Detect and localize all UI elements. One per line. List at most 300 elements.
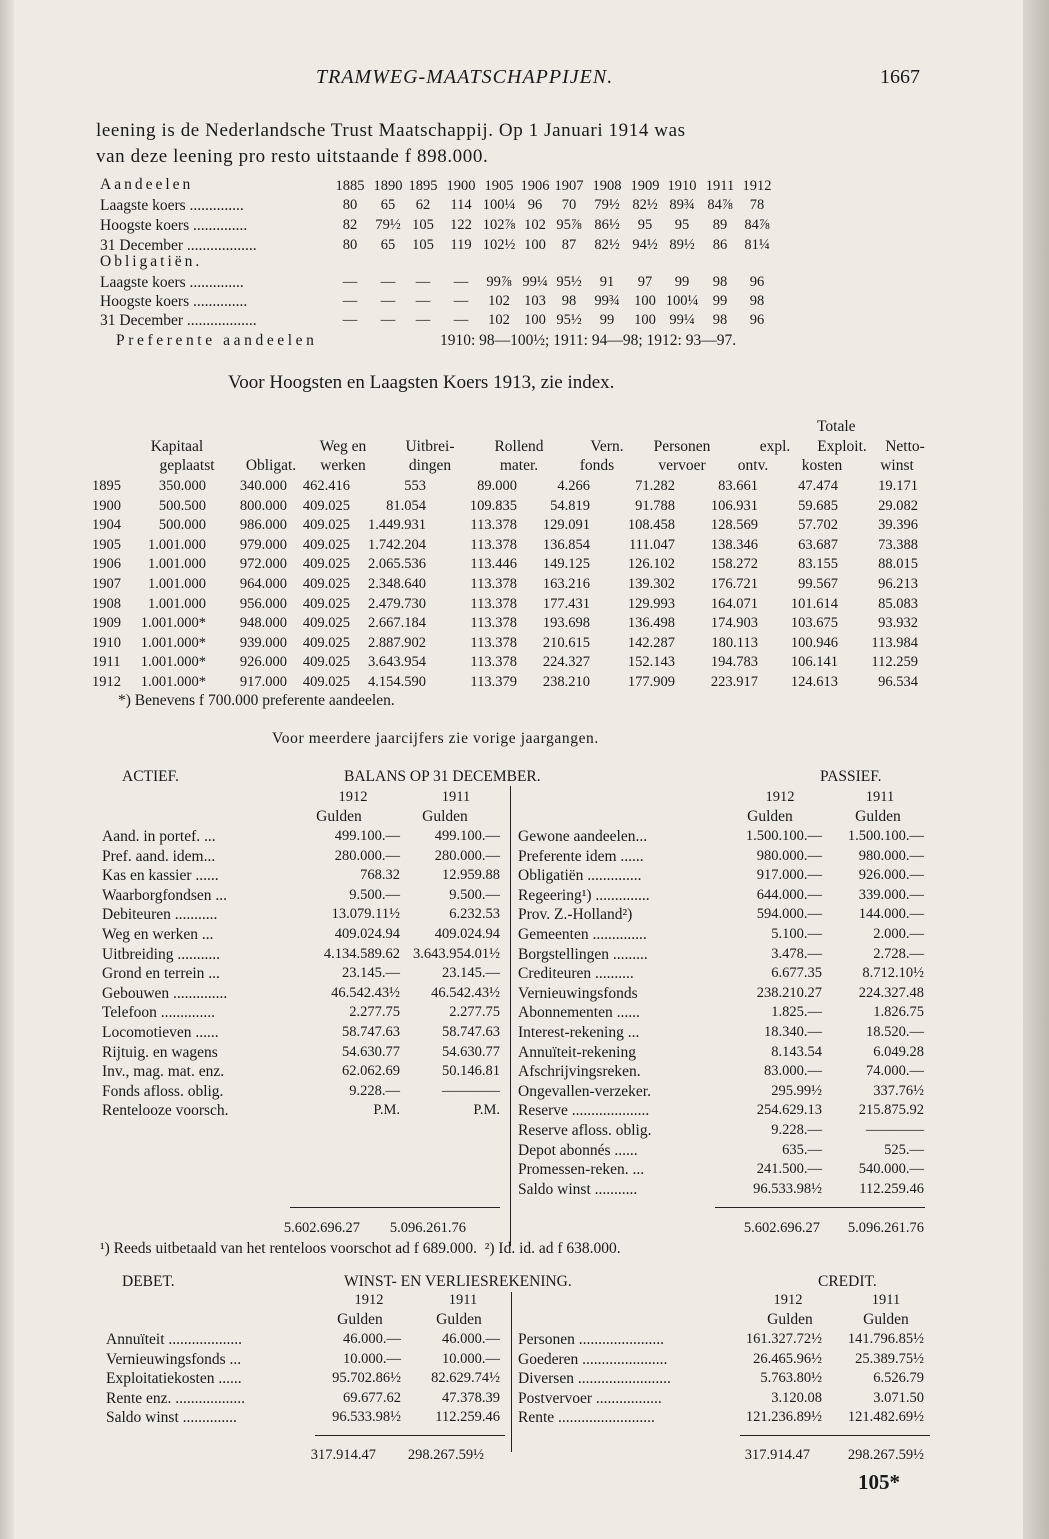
stats-cell: 152.143 bbox=[627, 654, 675, 671]
stats-header: Rollend bbox=[494, 438, 544, 455]
stats-cell: 500.500 bbox=[158, 497, 206, 514]
winst-right-1912: 3.120.08 bbox=[771, 1389, 822, 1406]
koers-value: 105 bbox=[412, 217, 434, 233]
index-note: Voor Hoogsten en Laagsten Koers 1913, zie index. bbox=[228, 372, 615, 393]
obl-value: 91 bbox=[599, 274, 615, 290]
obl-value: 103 bbox=[524, 293, 546, 309]
koers-year: 1905 bbox=[484, 178, 514, 194]
stats-header: winst bbox=[880, 457, 914, 474]
winst-left-1911: 82.629.74½ bbox=[431, 1370, 500, 1387]
obligatien-label: Obligatiën. bbox=[100, 253, 203, 270]
balans-left-1911: 3.643.954.01½ bbox=[413, 945, 500, 962]
stats-cell: 177.909 bbox=[627, 674, 675, 690]
balans-right-1911: 1.500.100.— bbox=[847, 828, 924, 844]
balans-right-1912: 3.478.— bbox=[771, 945, 822, 962]
balans-right-1911: 8.712.10½ bbox=[862, 965, 924, 982]
winst-divider bbox=[511, 1292, 512, 1452]
stats-cell: 176.721 bbox=[710, 576, 758, 592]
winst-year: 1912 bbox=[773, 1292, 803, 1308]
obl-value: 98 bbox=[712, 274, 728, 290]
balans-year: 1912 bbox=[338, 789, 368, 805]
koers-value: 89 bbox=[712, 217, 728, 233]
balans-right-label: Abonnementen ...... bbox=[518, 1004, 640, 1022]
stats-header: Uitbrei- bbox=[405, 438, 455, 455]
stats-cell: 149.125 bbox=[542, 556, 590, 573]
stats-cell: 113.378 bbox=[470, 634, 517, 651]
stats-cell: 553 bbox=[404, 478, 426, 494]
stats-cell: 409.025 bbox=[302, 536, 350, 553]
koers-value: 94½ bbox=[632, 237, 658, 253]
koers-value: 79½ bbox=[594, 197, 620, 213]
winst-left-label: Saldo winst .............. bbox=[106, 1409, 237, 1427]
stats-cell: 177.431 bbox=[542, 595, 590, 612]
stats-cell: 210.615 bbox=[542, 634, 590, 651]
balans-year: 1911 bbox=[865, 789, 895, 805]
obl-value: — bbox=[380, 312, 396, 328]
winst-left-1912: 10.000.— bbox=[343, 1350, 401, 1367]
balans-right-1911: 144.000.— bbox=[858, 906, 924, 923]
obl-value: 102 bbox=[488, 293, 510, 309]
winst-total: 298.267.59½ bbox=[407, 1447, 484, 1463]
koers-year: 1911 bbox=[705, 178, 735, 194]
balans-left-1911: 58.747.63 bbox=[442, 1024, 500, 1040]
balans-right-1912: 241.500.— bbox=[756, 1161, 822, 1178]
koers-value: 89¾ bbox=[669, 197, 695, 213]
stats-cell: 4.266 bbox=[557, 478, 590, 494]
balans-right-label: Prov. Z.-Holland²) bbox=[518, 906, 633, 924]
winst-total-rule bbox=[740, 1435, 930, 1436]
winst-right-1912: 26.465.96½ bbox=[753, 1350, 822, 1367]
koers-value: 122 bbox=[450, 217, 472, 233]
balans-left-1912: 768.32 bbox=[360, 867, 400, 884]
balans-left-1911: 46.542.43½ bbox=[431, 984, 500, 1001]
obl-value: — bbox=[453, 293, 469, 309]
balans-right-label: Gewone aandeelen... bbox=[518, 828, 648, 845]
balans-right-label: Obligatiën .............. bbox=[518, 867, 642, 885]
obl-value: 100 bbox=[634, 293, 656, 309]
balans-left-1912: 54.630.77 bbox=[342, 1043, 400, 1060]
stats-cell: 340.000 bbox=[239, 478, 287, 494]
stats-cell: 89.000 bbox=[477, 478, 517, 494]
obl-value: — bbox=[380, 293, 396, 309]
balans-left-1911: ———— bbox=[442, 1082, 500, 1099]
koers-value: 82½ bbox=[594, 237, 620, 253]
balans-left-1911: 6.232.53 bbox=[449, 906, 500, 923]
obl-value: 99 bbox=[599, 312, 615, 328]
balans-gulden: Gulden bbox=[316, 808, 362, 825]
stats-cell: 109.835 bbox=[469, 497, 517, 514]
balans-left-1912: 280.000.— bbox=[334, 847, 400, 864]
balans-total: 5.602.696.27 bbox=[283, 1220, 360, 1236]
balans-right-label: Reserve afloss. oblig. bbox=[518, 1122, 652, 1139]
balans-right-1911: 18.520.— bbox=[866, 1024, 924, 1040]
balans-right-1912: 644.000.— bbox=[756, 886, 822, 903]
stats-cell: 409.025 bbox=[302, 576, 350, 592]
balans-left-1912: 46.542.43½ bbox=[331, 984, 400, 1001]
page-number: 1667 bbox=[880, 66, 920, 88]
obl-value: 99¾ bbox=[594, 293, 620, 309]
balans-left-1912: 4.134.589.62 bbox=[323, 945, 400, 962]
koers-value: 86½ bbox=[594, 217, 620, 233]
balans-right-1912: 18.340.— bbox=[764, 1024, 822, 1040]
koers-value: 105 bbox=[412, 237, 434, 253]
koers-year: 1895 bbox=[408, 178, 438, 194]
balans-left-1911: 23.145.— bbox=[442, 965, 500, 982]
koers-value: 82 bbox=[342, 217, 358, 233]
winst-left-1912: 46.000.— bbox=[343, 1331, 401, 1347]
stats-header: fonds bbox=[579, 457, 615, 474]
winst-left-label: Annuïteit ................... bbox=[106, 1331, 243, 1348]
stats-cell: 939.000 bbox=[239, 634, 287, 651]
obl-value: 95½ bbox=[556, 274, 582, 290]
stats-cell: 139.302 bbox=[627, 576, 675, 592]
balans-right-1911: 980.000.— bbox=[858, 847, 924, 864]
stats-cell: 986.000 bbox=[239, 517, 287, 534]
winst-gulden: Gulden bbox=[436, 1311, 482, 1328]
balans-right-label: Borgstellingen ......... bbox=[518, 945, 648, 963]
obl-value: — bbox=[342, 312, 358, 328]
stats-cell: 71.282 bbox=[635, 478, 675, 494]
stats-cell: 100.946 bbox=[790, 634, 838, 651]
balans-notes: ¹) Reeds uitbetaald van het renteloos voorschot ad f 689.000. ²) Id. id. ad f 638.000. bbox=[100, 1240, 621, 1257]
balans-right-1911: 224.327.48 bbox=[858, 984, 924, 1001]
koers-value: 65 bbox=[380, 197, 396, 213]
winst-right-1912: 121.236.89½ bbox=[745, 1409, 822, 1426]
balans-year: 1911 bbox=[441, 789, 471, 805]
stats-cell: 926.000 bbox=[239, 654, 287, 671]
stats-cell: 83.155 bbox=[798, 556, 838, 573]
stats-header: Personen bbox=[653, 438, 711, 455]
balans-left-1912: 409.024.94 bbox=[334, 926, 400, 942]
obl-value: — bbox=[342, 274, 358, 290]
balans-divider bbox=[510, 786, 511, 1246]
stats-cell: 126.102 bbox=[627, 556, 675, 573]
winst-year: 1911 bbox=[871, 1292, 901, 1308]
stats-cell: 129.993 bbox=[627, 595, 675, 612]
koers-value: 80 bbox=[342, 197, 358, 213]
obl-value: 99¼ bbox=[522, 274, 548, 290]
balans-right-1912: 9.228.— bbox=[771, 1122, 822, 1138]
obl-value: 98 bbox=[561, 293, 577, 309]
winst-gulden: Gulden bbox=[863, 1311, 909, 1328]
stats-cell: 180.113 bbox=[711, 634, 758, 651]
stats-cell: 948.000 bbox=[239, 615, 287, 632]
balans-left-1912: 499.100.— bbox=[334, 828, 400, 844]
koers-value: 87 bbox=[561, 237, 577, 253]
balans-total-rule bbox=[715, 1207, 925, 1208]
balans-left-label: Locomotieven ...... bbox=[102, 1024, 219, 1041]
aandeelen-label: Aandeelen bbox=[100, 176, 194, 193]
balans-left-label: Rentelooze voorsch. bbox=[102, 1102, 229, 1120]
koers-row-label: Hoogste koers .............. bbox=[100, 217, 248, 234]
balans-right-1911: 337.76½ bbox=[873, 1082, 924, 1099]
balans-right-1911: 6.049.28 bbox=[873, 1043, 924, 1060]
winst-gulden: Gulden bbox=[767, 1311, 813, 1328]
winst-left-1911: 46.000.— bbox=[442, 1331, 500, 1347]
running-header: TRAMWEG-MAATSCHAPPIJEN. bbox=[316, 66, 614, 88]
stats-cell: 409.025 bbox=[302, 517, 350, 534]
stats-cell: 917.000 bbox=[239, 674, 287, 690]
obl-value: 100 bbox=[634, 312, 656, 328]
winst-right-label: Rente ......................... bbox=[518, 1409, 655, 1427]
koers-value: 96 bbox=[527, 197, 543, 213]
preferente-values: 1910: 98—100½; 1911: 94—98; 1912: 93—97. bbox=[440, 332, 737, 349]
stats-cell: 964.000 bbox=[239, 576, 287, 592]
balans-left-label: Pref. aand. idem... bbox=[102, 847, 216, 865]
stats-cell: 224.327 bbox=[542, 654, 590, 671]
balans-right-1911: 339.000.— bbox=[858, 886, 924, 903]
obl-value: 99 bbox=[712, 293, 728, 309]
balans-right-1912: 8.143.54 bbox=[771, 1043, 822, 1060]
debet-label: DEBET. bbox=[122, 1273, 175, 1290]
stats-cell: 409.025 bbox=[302, 634, 350, 651]
stats-cell: 164.071 bbox=[710, 595, 758, 612]
stats-cell: 2.065.536 bbox=[368, 556, 426, 573]
stats-cell: 96.534 bbox=[878, 674, 918, 690]
stats-cell: 3.643.954 bbox=[368, 654, 426, 671]
balans-total: 5.096.261.76 bbox=[389, 1220, 466, 1236]
stats-cell: 1.001.000* bbox=[140, 615, 206, 632]
stats-cell: 113.984 bbox=[871, 634, 918, 651]
balans-left-1912: 23.145.— bbox=[342, 965, 400, 982]
stats-cell: 462.416 bbox=[302, 478, 350, 494]
balans-left-label: Uitbreiding ........... bbox=[102, 945, 220, 963]
totale-label: Totale bbox=[817, 418, 856, 435]
credit-label: CREDIT. bbox=[818, 1273, 877, 1290]
obl-value: 99⅞ bbox=[486, 274, 512, 290]
stats-cell: 174.903 bbox=[710, 615, 758, 632]
obl-value: 96 bbox=[749, 274, 765, 290]
winst-year: 1912 bbox=[354, 1292, 384, 1308]
meerdere-note: Voor meerdere jaarcijfers zie vorige jaargangen. bbox=[272, 730, 599, 747]
stats-year: 1904 bbox=[92, 517, 121, 534]
balans-left-1911: 50.146.81 bbox=[442, 1063, 500, 1080]
obl-value: — bbox=[453, 312, 469, 328]
balans-right-label: Saldo winst ........... bbox=[518, 1180, 638, 1198]
koers-value: 78 bbox=[749, 197, 765, 213]
stats-cell: 113.446 bbox=[470, 556, 517, 573]
koers-value: 65 bbox=[380, 237, 396, 253]
stats-cell: 124.613 bbox=[790, 674, 838, 690]
obl-value: 99 bbox=[674, 274, 690, 290]
balans-right-1911: 2.000.— bbox=[873, 926, 924, 942]
stats-cell: 409.025 bbox=[302, 654, 350, 671]
balans-right-1912: 5.100.— bbox=[771, 926, 822, 942]
balans-left-1911: 409.024.94 bbox=[434, 926, 500, 942]
stats-cell: 128.569 bbox=[710, 517, 758, 534]
stats-cell: 979.000 bbox=[239, 536, 287, 553]
stats-cell: 972.000 bbox=[239, 556, 287, 573]
balans-left-1911: P.M. bbox=[473, 1102, 500, 1119]
winst-total: 298.267.59½ bbox=[847, 1447, 924, 1463]
balans-right-1912: 83.000.— bbox=[764, 1063, 822, 1080]
stats-year: 1895 bbox=[92, 478, 121, 494]
stats-cell: 1.001.000* bbox=[140, 674, 206, 690]
obl-value: — bbox=[415, 312, 431, 328]
stats-cell: 2.479.730 bbox=[368, 595, 426, 612]
koers-value: 82½ bbox=[632, 197, 658, 213]
koers-year: 1906 bbox=[520, 178, 550, 194]
balans-total: 5.602.696.27 bbox=[743, 1220, 820, 1236]
winst-right-1911: 6.526.79 bbox=[873, 1370, 924, 1387]
winst-left-label: Exploitatiekosten ...... bbox=[106, 1370, 242, 1388]
balans-left-label: Debiteuren ........... bbox=[102, 906, 218, 924]
koers-year: 1908 bbox=[592, 178, 622, 194]
balans-right-1911: 525.— bbox=[884, 1141, 924, 1158]
koers-year: 1890 bbox=[373, 178, 403, 194]
stats-cell: 113.379 bbox=[470, 674, 517, 690]
balans-left-1911: 9.500.— bbox=[449, 886, 500, 903]
stats-cell: 93.932 bbox=[878, 615, 918, 632]
stats-cell: 158.272 bbox=[710, 556, 758, 573]
winst-right-label: Diversen ........................ bbox=[518, 1370, 671, 1388]
stats-cell: 409.025 bbox=[302, 595, 350, 612]
balans-right-1912: 6.677.35 bbox=[771, 965, 822, 982]
obl-value: — bbox=[380, 274, 396, 290]
stats-cell: 409.025 bbox=[302, 674, 350, 690]
winst-left-label: Rente enz. .................. bbox=[106, 1389, 246, 1407]
obl-value: — bbox=[453, 274, 469, 290]
stats-year: 1911 bbox=[92, 654, 121, 671]
stats-year: 1909 bbox=[92, 615, 121, 632]
stats-header: mater. bbox=[499, 457, 539, 474]
stats-cell: 113.378 bbox=[470, 536, 517, 553]
stats-cell: 113.378 bbox=[470, 517, 517, 534]
stats-header: expl. bbox=[759, 438, 791, 455]
stats-cell: 54.819 bbox=[550, 497, 590, 514]
balans-left-1911: 12.959.88 bbox=[442, 867, 500, 884]
stats-cell: 57.702 bbox=[798, 517, 838, 534]
obl-value: 98 bbox=[712, 312, 728, 328]
stats-cell: 238.210 bbox=[542, 674, 590, 690]
stats-year: 1912 bbox=[92, 674, 121, 690]
stats-cell: 2.667.184 bbox=[368, 615, 426, 632]
stats-header: werken bbox=[320, 457, 366, 474]
stats-header: Exploit. bbox=[817, 438, 867, 455]
footer-page-number: 105* bbox=[858, 1470, 900, 1494]
stats-cell: 106.141 bbox=[790, 654, 838, 671]
koers-value: 102½ bbox=[482, 237, 516, 253]
winst-title: WINST- EN VERLIESREKENING. bbox=[344, 1273, 572, 1290]
koers-value: 95 bbox=[674, 217, 690, 233]
koers-value: 84⅞ bbox=[744, 217, 770, 233]
stats-header: ontv. bbox=[737, 457, 769, 474]
balans-left-1911: 54.630.77 bbox=[442, 1043, 500, 1060]
stats-header: Kapitaal bbox=[150, 438, 204, 455]
balans-left-1911: 2.277.75 bbox=[449, 1004, 500, 1021]
koers-value: 80 bbox=[342, 237, 358, 253]
stats-header: vervoer bbox=[658, 457, 706, 474]
balans-left-1911: 499.100.— bbox=[434, 828, 500, 844]
balans-left-1912: 2.277.75 bbox=[349, 1004, 400, 1021]
winst-right-1911: 121.482.69½ bbox=[847, 1409, 924, 1426]
stats-cell: 91.788 bbox=[635, 497, 675, 514]
balans-right-label: Promessen-reken. ... bbox=[518, 1161, 645, 1179]
balans-left-label: Kas en kassier ...... bbox=[102, 867, 219, 885]
stats-cell: 2.348.640 bbox=[368, 576, 426, 592]
passief-label: PASSIEF. bbox=[820, 768, 882, 785]
koers-year: 1912 bbox=[742, 178, 772, 194]
obl-value: 100 bbox=[524, 312, 546, 328]
balans-right-1911: 2.728.— bbox=[873, 945, 924, 962]
stats-cell: 193.698 bbox=[542, 615, 590, 632]
stats-cell: 113.378 bbox=[470, 595, 517, 612]
koers-year: 1910 bbox=[667, 178, 697, 194]
stats-year: 1905 bbox=[92, 536, 121, 553]
winst-right-1911: 141.796.85½ bbox=[847, 1331, 924, 1347]
stats-year: 1906 bbox=[92, 556, 121, 573]
koers-value: 89½ bbox=[669, 237, 695, 253]
balans-right-label: Preferente idem ...... bbox=[518, 847, 644, 865]
balans-left-1912: 13.079.11½ bbox=[331, 906, 400, 923]
stats-cell: 1.001.000* bbox=[140, 634, 206, 651]
koers-value: 86 bbox=[712, 237, 728, 253]
winst-right-1912: 5.763.80½ bbox=[760, 1370, 822, 1387]
stats-cell: 800.000 bbox=[239, 497, 287, 514]
winst-left-1912: 95.702.86½ bbox=[332, 1370, 401, 1387]
statistics-footnote: *) Benevens f 700.000 preferente aandeelen. bbox=[118, 692, 395, 709]
balans-right-1912: 254.629.13 bbox=[756, 1102, 822, 1119]
winst-right-label: Personen ...................... bbox=[518, 1331, 664, 1348]
winst-total-rule bbox=[315, 1435, 505, 1436]
winst-right-1911: 25.389.75½ bbox=[855, 1350, 924, 1367]
balans-right-1911: 74.000.— bbox=[866, 1063, 924, 1080]
stats-cell: 113.378 bbox=[470, 576, 517, 592]
winst-left-1911: 10.000.— bbox=[442, 1350, 500, 1367]
stats-cell: 194.783 bbox=[710, 654, 758, 671]
balans-right-1912: 96.533.98½ bbox=[753, 1180, 822, 1197]
stats-header: dingen bbox=[408, 457, 452, 474]
balans-right-1912: 295.99½ bbox=[771, 1082, 822, 1099]
balans-left-label: Grond en terrein ... bbox=[102, 965, 220, 983]
balans-right-1911: 112.259.46 bbox=[859, 1180, 924, 1197]
stats-cell: 83.661 bbox=[718, 478, 758, 494]
stats-cell: 409.025 bbox=[302, 615, 350, 632]
balans-gulden: Gulden bbox=[422, 808, 468, 825]
stats-header: Vern. bbox=[590, 438, 624, 455]
stats-cell: 101.614 bbox=[790, 595, 838, 612]
stats-header: kosten bbox=[801, 457, 843, 474]
obl-row-label: 31 December .................. bbox=[100, 312, 257, 329]
koers-year: 1885 bbox=[335, 178, 365, 194]
winst-right-1911: 3.071.50 bbox=[873, 1389, 924, 1406]
balans-left-label: Gebouwen .............. bbox=[102, 984, 228, 1002]
winst-year: 1911 bbox=[448, 1292, 478, 1308]
koers-value: 102 bbox=[524, 217, 546, 233]
stats-header: Weg en bbox=[319, 438, 367, 455]
obl-value: — bbox=[415, 274, 431, 290]
balans-right-label: Reserve .................... bbox=[518, 1102, 650, 1120]
stats-cell: 113.378 bbox=[470, 615, 517, 632]
obl-row-label: Laagste koers .............. bbox=[100, 274, 244, 291]
koers-value: 95 bbox=[637, 217, 653, 233]
stats-cell: 106.931 bbox=[710, 497, 758, 514]
preferente-label: Preferente aandeelen bbox=[116, 332, 318, 349]
stats-cell: 19.171 bbox=[878, 478, 918, 494]
obl-value: 102 bbox=[488, 312, 510, 328]
koers-value: 102⅞ bbox=[482, 217, 516, 233]
balans-right-1911: 1.826.75 bbox=[873, 1004, 924, 1021]
balans-right-1912: 1.500.100.— bbox=[745, 828, 822, 844]
stats-cell: 103.675 bbox=[790, 615, 838, 632]
stats-header: geplaatst bbox=[159, 457, 215, 474]
balans-left-label: Fonds afloss. oblig. bbox=[102, 1082, 224, 1100]
stats-cell: 59.685 bbox=[798, 497, 838, 514]
obl-value: 99¼ bbox=[669, 312, 695, 328]
stats-cell: 163.216 bbox=[542, 576, 590, 592]
stats-year: 1910 bbox=[92, 634, 121, 651]
obl-value: — bbox=[342, 293, 358, 309]
